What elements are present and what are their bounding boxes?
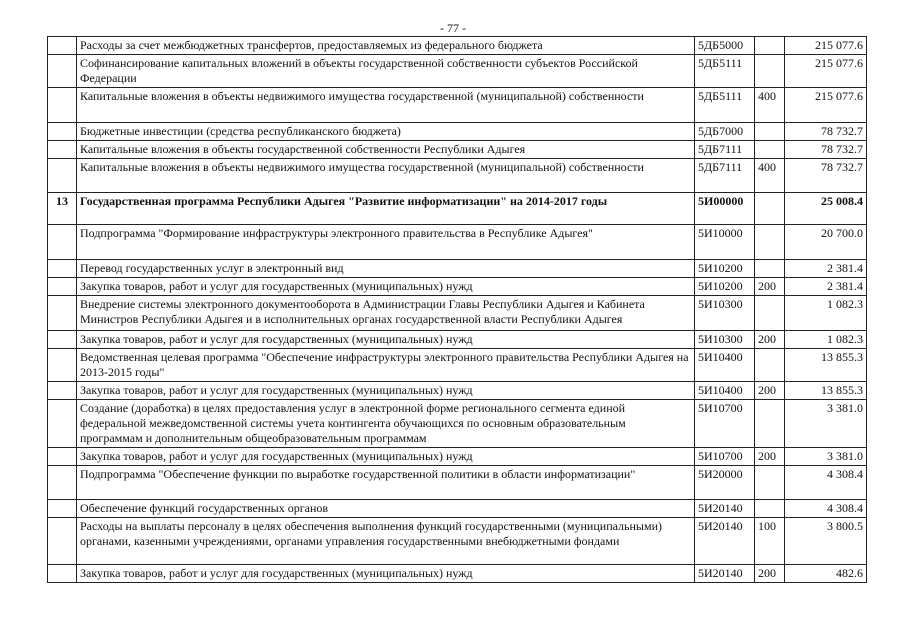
table-row <box>48 159 867 193</box>
row-code: 5И10000 <box>695 225 755 260</box>
row-sum: 482.6 <box>785 565 867 583</box>
row-sum: 3 800.5 <box>785 518 867 565</box>
row-number <box>48 565 77 583</box>
row-type <box>755 37 785 55</box>
row-number <box>48 466 77 500</box>
row-code: 5И10400 <box>695 382 755 400</box>
budget-table <box>47 36 867 583</box>
row-code: 5И20140 <box>695 518 755 565</box>
row-type <box>755 349 785 382</box>
row-code: 5ДБ7000 <box>695 123 755 141</box>
row-sum: 78 732.7 <box>785 159 867 193</box>
row-sum: 20 700.0 <box>785 225 867 260</box>
row-type: 200 <box>755 331 785 349</box>
table-row <box>48 518 867 565</box>
row-code: 5И10700 <box>695 448 755 466</box>
row-type <box>755 141 785 159</box>
row-code: 5И20140 <box>695 565 755 583</box>
row-number <box>48 448 77 466</box>
row-number <box>48 500 77 518</box>
row-name: Закупка товаров, работ и услуг для государственных (муниципальных) нужд <box>77 331 695 349</box>
row-name: Закупка товаров, работ и услуг для государственных (муниципальных) нужд <box>77 448 695 466</box>
row-sum: 1 082.3 <box>785 331 867 349</box>
row-name: Внедрение системы электронного документооборота в Администрации Главы Республики Адыгея и Кабинета Министров Республики Адыгея и в исполнительных органах государственной власти Республики Адыгея <box>77 296 695 331</box>
table-row <box>48 500 867 518</box>
row-type <box>755 296 785 331</box>
row-name: Создание (доработка) в целях предоставления услуг в электронной форме регионального сегмента единой федеральной межведомственной системы учета контингента обучающихся по основным образовательным программам и дополнительным общеобразовательным программам <box>77 400 695 448</box>
row-name: Подпрограмма "Формирование инфраструктуры электронного правительства в Республике Адыгея" <box>77 225 695 260</box>
row-sum: 215 077.6 <box>785 37 867 55</box>
table-row <box>48 37 867 55</box>
row-code: 5И10300 <box>695 331 755 349</box>
row-code: 5ДБ7111 <box>695 141 755 159</box>
row-number <box>48 518 77 565</box>
row-sum: 3 381.0 <box>785 400 867 448</box>
row-sum: 1 082.3 <box>785 296 867 331</box>
row-type: 100 <box>755 518 785 565</box>
row-code: 5ДБ5111 <box>695 55 755 88</box>
row-code: 5И00000 <box>695 193 755 225</box>
row-number <box>48 382 77 400</box>
row-type <box>755 466 785 500</box>
row-name: Ведомственная целевая программа "Обеспечение инфраструктуры электронного правительства Республики Адыгея на 2013-2015 годы" <box>77 349 695 382</box>
table-row <box>48 296 867 331</box>
row-type <box>755 123 785 141</box>
table-row <box>48 141 867 159</box>
table-row <box>48 448 867 466</box>
row-type: 400 <box>755 159 785 193</box>
row-code: 5И20000 <box>695 466 755 500</box>
row-code: 5И10300 <box>695 296 755 331</box>
row-type: 400 <box>755 88 785 123</box>
row-name: Государственная программа Республики Адыгея "Развитие информатизации" на 2014-2017 годы <box>77 193 695 225</box>
row-code: 5ДБ5111 <box>695 88 755 123</box>
row-sum: 78 732.7 <box>785 141 867 159</box>
row-name: Софинансирование капитальных вложений в объекты государственной собственности субъектов Российской Федерации <box>77 55 695 88</box>
row-name: Расходы за счет межбюджетных трансфертов, предоставляемых из федерального бюджета <box>77 37 695 55</box>
row-sum: 78 732.7 <box>785 123 867 141</box>
table-row <box>48 400 867 448</box>
row-name: Подпрограмма "Обеспечение функции по выработке государственной политики в области информатизации" <box>77 466 695 500</box>
row-number <box>48 88 77 123</box>
row-sum: 3 381.0 <box>785 448 867 466</box>
row-type: 200 <box>755 278 785 296</box>
row-number <box>48 331 77 349</box>
row-sum: 13 855.3 <box>785 382 867 400</box>
row-number: 13 <box>48 193 77 225</box>
table-row <box>48 260 867 278</box>
row-code: 5И10700 <box>695 400 755 448</box>
row-code: 5И10200 <box>695 278 755 296</box>
row-name: Капитальные вложения в объекты недвижимого имущества государственной (муниципальной) собственности <box>77 88 695 123</box>
row-sum: 2 381.4 <box>785 260 867 278</box>
row-type <box>755 193 785 225</box>
row-code: 5И20140 <box>695 500 755 518</box>
row-number <box>48 225 77 260</box>
row-number <box>48 37 77 55</box>
row-number <box>48 55 77 88</box>
row-name: Закупка товаров, работ и услуг для государственных (муниципальных) нужд <box>77 382 695 400</box>
table-row <box>48 225 867 260</box>
row-sum: 25 008.4 <box>785 193 867 225</box>
row-name: Перевод государственных услуг в электронный вид <box>77 260 695 278</box>
row-number <box>48 123 77 141</box>
row-type: 200 <box>755 565 785 583</box>
page-number: - 77 - <box>440 21 466 35</box>
table-row <box>48 565 867 583</box>
row-sum: 2 381.4 <box>785 278 867 296</box>
row-name: Капитальные вложения в объекты недвижимого имущества государственной (муниципальной) собственности <box>77 159 695 193</box>
table-row <box>48 123 867 141</box>
table-row <box>48 193 867 225</box>
row-number <box>48 296 77 331</box>
row-name: Закупка товаров, работ и услуг для государственных (муниципальных) нужд <box>77 565 695 583</box>
row-code: 5ДБ7111 <box>695 159 755 193</box>
row-name: Капитальные вложения в объекты государственной собственности Республики Адыгея <box>77 141 695 159</box>
table-row <box>48 382 867 400</box>
row-type <box>755 260 785 278</box>
table-row <box>48 55 867 88</box>
row-number <box>48 260 77 278</box>
row-type: 200 <box>755 382 785 400</box>
row-number <box>48 159 77 193</box>
row-code: 5ДБ5000 <box>695 37 755 55</box>
row-type: 200 <box>755 448 785 466</box>
row-sum: 215 077.6 <box>785 55 867 88</box>
row-type <box>755 225 785 260</box>
table-row <box>48 466 867 500</box>
row-name: Расходы на выплаты персоналу в целях обеспечения выполнения функций государственными (муниципальными) органами, казенными учреждениями, органами управления государственными внебюджетными фондами <box>77 518 695 565</box>
row-code: 5И10400 <box>695 349 755 382</box>
row-name: Бюджетные инвестиции (средства республиканского бюджета) <box>77 123 695 141</box>
row-type <box>755 55 785 88</box>
row-number <box>48 349 77 382</box>
table-row <box>48 349 867 382</box>
table-row <box>48 278 867 296</box>
row-number <box>48 141 77 159</box>
row-name: Закупка товаров, работ и услуг для государственных (муниципальных) нужд <box>77 278 695 296</box>
row-code: 5И10200 <box>695 260 755 278</box>
table-row <box>48 331 867 349</box>
row-number <box>48 400 77 448</box>
row-sum: 4 308.4 <box>785 500 867 518</box>
row-number <box>48 278 77 296</box>
row-type <box>755 400 785 448</box>
row-sum: 4 308.4 <box>785 466 867 500</box>
table-row <box>48 88 867 123</box>
row-type <box>755 500 785 518</box>
row-name: Обеспечение функций государственных органов <box>77 500 695 518</box>
row-sum: 13 855.3 <box>785 349 867 382</box>
row-sum: 215 077.6 <box>785 88 867 123</box>
